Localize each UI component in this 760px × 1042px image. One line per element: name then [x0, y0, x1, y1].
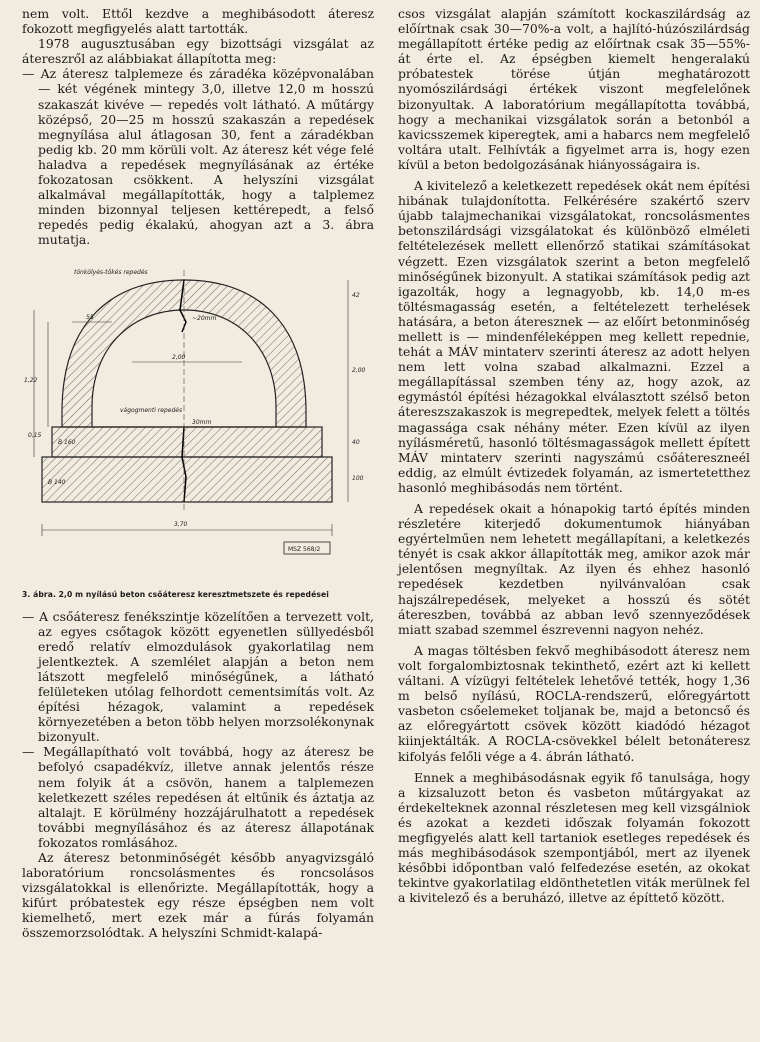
dim-180: 2,00 [172, 353, 186, 361]
paragraph: Ennek a meghibásodásnak egyik fő tanulsága, hogy a kizsaluzott beton és vasbeton műtárgyakat az érdekelteknek azonnal részletesen meg kell vizsgálniok és azokat a kezdeti időszak folyamán fokozott megfigyelés alatt kell tartaniok esetleges repedések és más meghibásodások szempontjából, mert az ilyenek későbbi időpontban való felfedezése esetén, az okokat tekintve gyakorlatilag eldönthetetlen viták merülnek fel a kivitelező és a beruházó, illetve az építtető között. [398, 769, 750, 906]
figure-3 [22, 262, 374, 580]
paragraph: nem volt. Ettől kezdve a meghibásodott áteresz fokozott megfigyelés alatt tartották. [22, 6, 374, 37]
left-column [22, 6, 374, 941]
figure-caption: 3. ábra. 2,0 m nyílású beton csőáteresz keresztmetszete és repedései [22, 589, 329, 599]
dim-20-bottom: 30mm [192, 418, 212, 426]
dim-40: 40 [352, 438, 360, 446]
label-b140: B 140 [48, 478, 66, 486]
paragraph: 1978 augusztusában egy bizottsági vizsgálat az átereszről az alábbiakat állapította meg: [22, 36, 374, 67]
dim-200: 2,00 [352, 366, 366, 374]
svg-text:MSZ 568/2: MSZ 568/2 [288, 545, 321, 553]
paragraph: csos vizsgálat alapján számított kockaszilárdság az előírtnak csak 30—70%-a volt, a hajlító-húzószilárdság megállapított értéke pedig az előírtnak csak 35—55%-át érte el. Az épségben kiemelt hengeralakú próbatestek törése útján meghatározott nyomószilárdsági értékek viszont megfelelőnek bizonyultak. A laboratórium megállapította továbbá, hogy a mechanikai vizsgálatok során a betonból a kavicsszemek kiperegtek, ami a habarcs nem megfelelő voltára utalt. Felhívták a figyelmet arra is, hogy ezen kívül a beton bedolgozásának hiányosságaira is. [398, 6, 750, 172]
dim-20-top: ~20mm [192, 314, 217, 322]
paragraph: A kivitelező a keletkezett repedések okát nem építési hibának tulajdonította. Felkérésére szakértő szerv újabb talajmechanikai vizsgálatokat, roncsolásmentes betonszilárdsági vizsgálatokat és különböző elméleti feltételezések mellett ellenőrző statikai számításokat végzett. Ezen vizsgálatok szerint a beton megfelelő minőségűnek bizonyult. A statikai számítások pedig azt igazolták, hogy a legnagyobb, kb. 14,0 m-es töltésmagasság esetén, a feltételezett terhelések hatására, a beton áteresznek — az előírt betonminőség mellett is — mindenféleképpen meg kellett repednie, tehát a MÁV mintaterv szerinti áteresz az adott helyen nem lett volna szabad alkalmazni. Ezzel a megállapítással szemben tény az, hogy azok, az egymástól építési hézagokkal elválasztott szélső beton átereszszakaszok is megrepedtek, melyek felett a töltés magassága csak néhány méter. Ezen kívül az ilyen nyílásméretű, hasonló töltésmagasságok mellett épített MÁV mintaterv szerinti nagyszámú csőátereszneél eddig, az elmúlt évtizedek folyamán, az ismertetetthez hasonló meghibásodás nem történt. [398, 178, 750, 495]
culvert-cross-section-drawing [22, 262, 374, 580]
dim-015: 0,15 [28, 431, 42, 439]
paragraph: — A csőáteresz fenékszintje közelítően a tervezett volt, az egyes csőtagok között egyenetlen süllyedésből eredő relatív elmozdulások gyakorlatilag nem jelentkeztek. A szemlélet alapján a beton nem látszott megfelelő minőségűnek, a látható felületeken utólag felhordott cementsimítás volt. Az építési hézagok, valamint a repedések környezetében a beton több helyen morzsolékonynak bizonyult. [22, 608, 374, 745]
paragraph: — Az áteresz talplemeze és záradéka középvonalában — két végének mintegy 3,0, illetve 12,0 m hosszú szakaszát kivéve — repedés volt látható. A műtárgy középső, 20—25 m hosszú szakaszán a repedések megnyílása alul átlagosan 30, fent a záradékban pedig kb. 20 mm körüli volt. Az áteresz két vége felé haladva a repedések megnyílásának az értéke fokozatosan csökkent. A helyszíni vizsgálat alkalmával megállapították, hogy a talplemez minden bizonnyal teljesen kettérepedt, a felső repedés pedig ékalakú, ahogyan azt a 3. ábra mutatja. [22, 66, 374, 248]
label-inner-crack: vágogmenti repedés [120, 406, 183, 414]
paragraph: A magas töltésben fekvő meghibásodott áteresz nem volt forgalombiztosnak tekinthető, ezért azt ki kellett váltani. A vízügyi feltételek lehetővé tették, hogy 1,36 m belső nyílású, ROCLA-rendszerű, előregyártott vasbeton csőelemeket toljanak be, majd a betoncső és az előregyártott csövek között kiadódó hézagot kiinjektálták. A ROCLA-csövekkel bélelt betonáteresz kifolyás felőli vége a 4. ábrán látható. [398, 642, 750, 764]
paragraph: Az áteresz betonminőségét később anyagvizsgáló laboratórium roncsolásmentes és roncsolásos vizsgálatokkal is ellenőrizte. Megállapították, hogy a kifúrt próbatestek egy része épségben nem volt kiemelhető, mert ezek már a fúrás folyamán összemorzsolódtak. A helyszíni Schmidt-kalapá- [22, 850, 374, 941]
paragraph: — Megállapítható volt továbbá, hogy az áteresz be befolyó csapadékvíz, illetve annak jelentős része nem folyik át a csövön, hanem a talplemezen keletkezett széles repedésen át eltűnik és áztatja az altalajt. E körülmény hozzájárulhatott a repedések további megnyílásához és az áteresz állapotának fokozatos romlásához. [22, 744, 374, 850]
dim-100: 100 [352, 474, 364, 482]
label-top: tönkölyés-tőkés repedés [74, 268, 148, 276]
dim-122: 1,22 [24, 376, 38, 384]
dim-55: 55 [86, 313, 94, 321]
dim-width: 3,70 [174, 520, 188, 528]
dim-42: 42 [352, 291, 360, 299]
right-column [398, 6, 750, 905]
culvert-body [42, 270, 332, 512]
paragraph: A repedések okait a hónapokig tartó építés minden részletére kiterjedő dokumentumok hiányában egyértelműen nem lehetett megállapítani, a keletkezés tényét is csak akkor állapították meg, amikor azok már jelentősen megnyíltak. Az ilyen és ehhez hasonló repedések kezdetben nyilvánvalóan csak hajszálrepedések, melyeket a hosszú és sötét átereszben, továbbá az abban levő szennyeződések miatt szabad szemmel észrevenni nagyon nehéz. [398, 501, 750, 637]
standard-stamp [284, 542, 330, 554]
label-b160: B 160 [58, 438, 76, 446]
